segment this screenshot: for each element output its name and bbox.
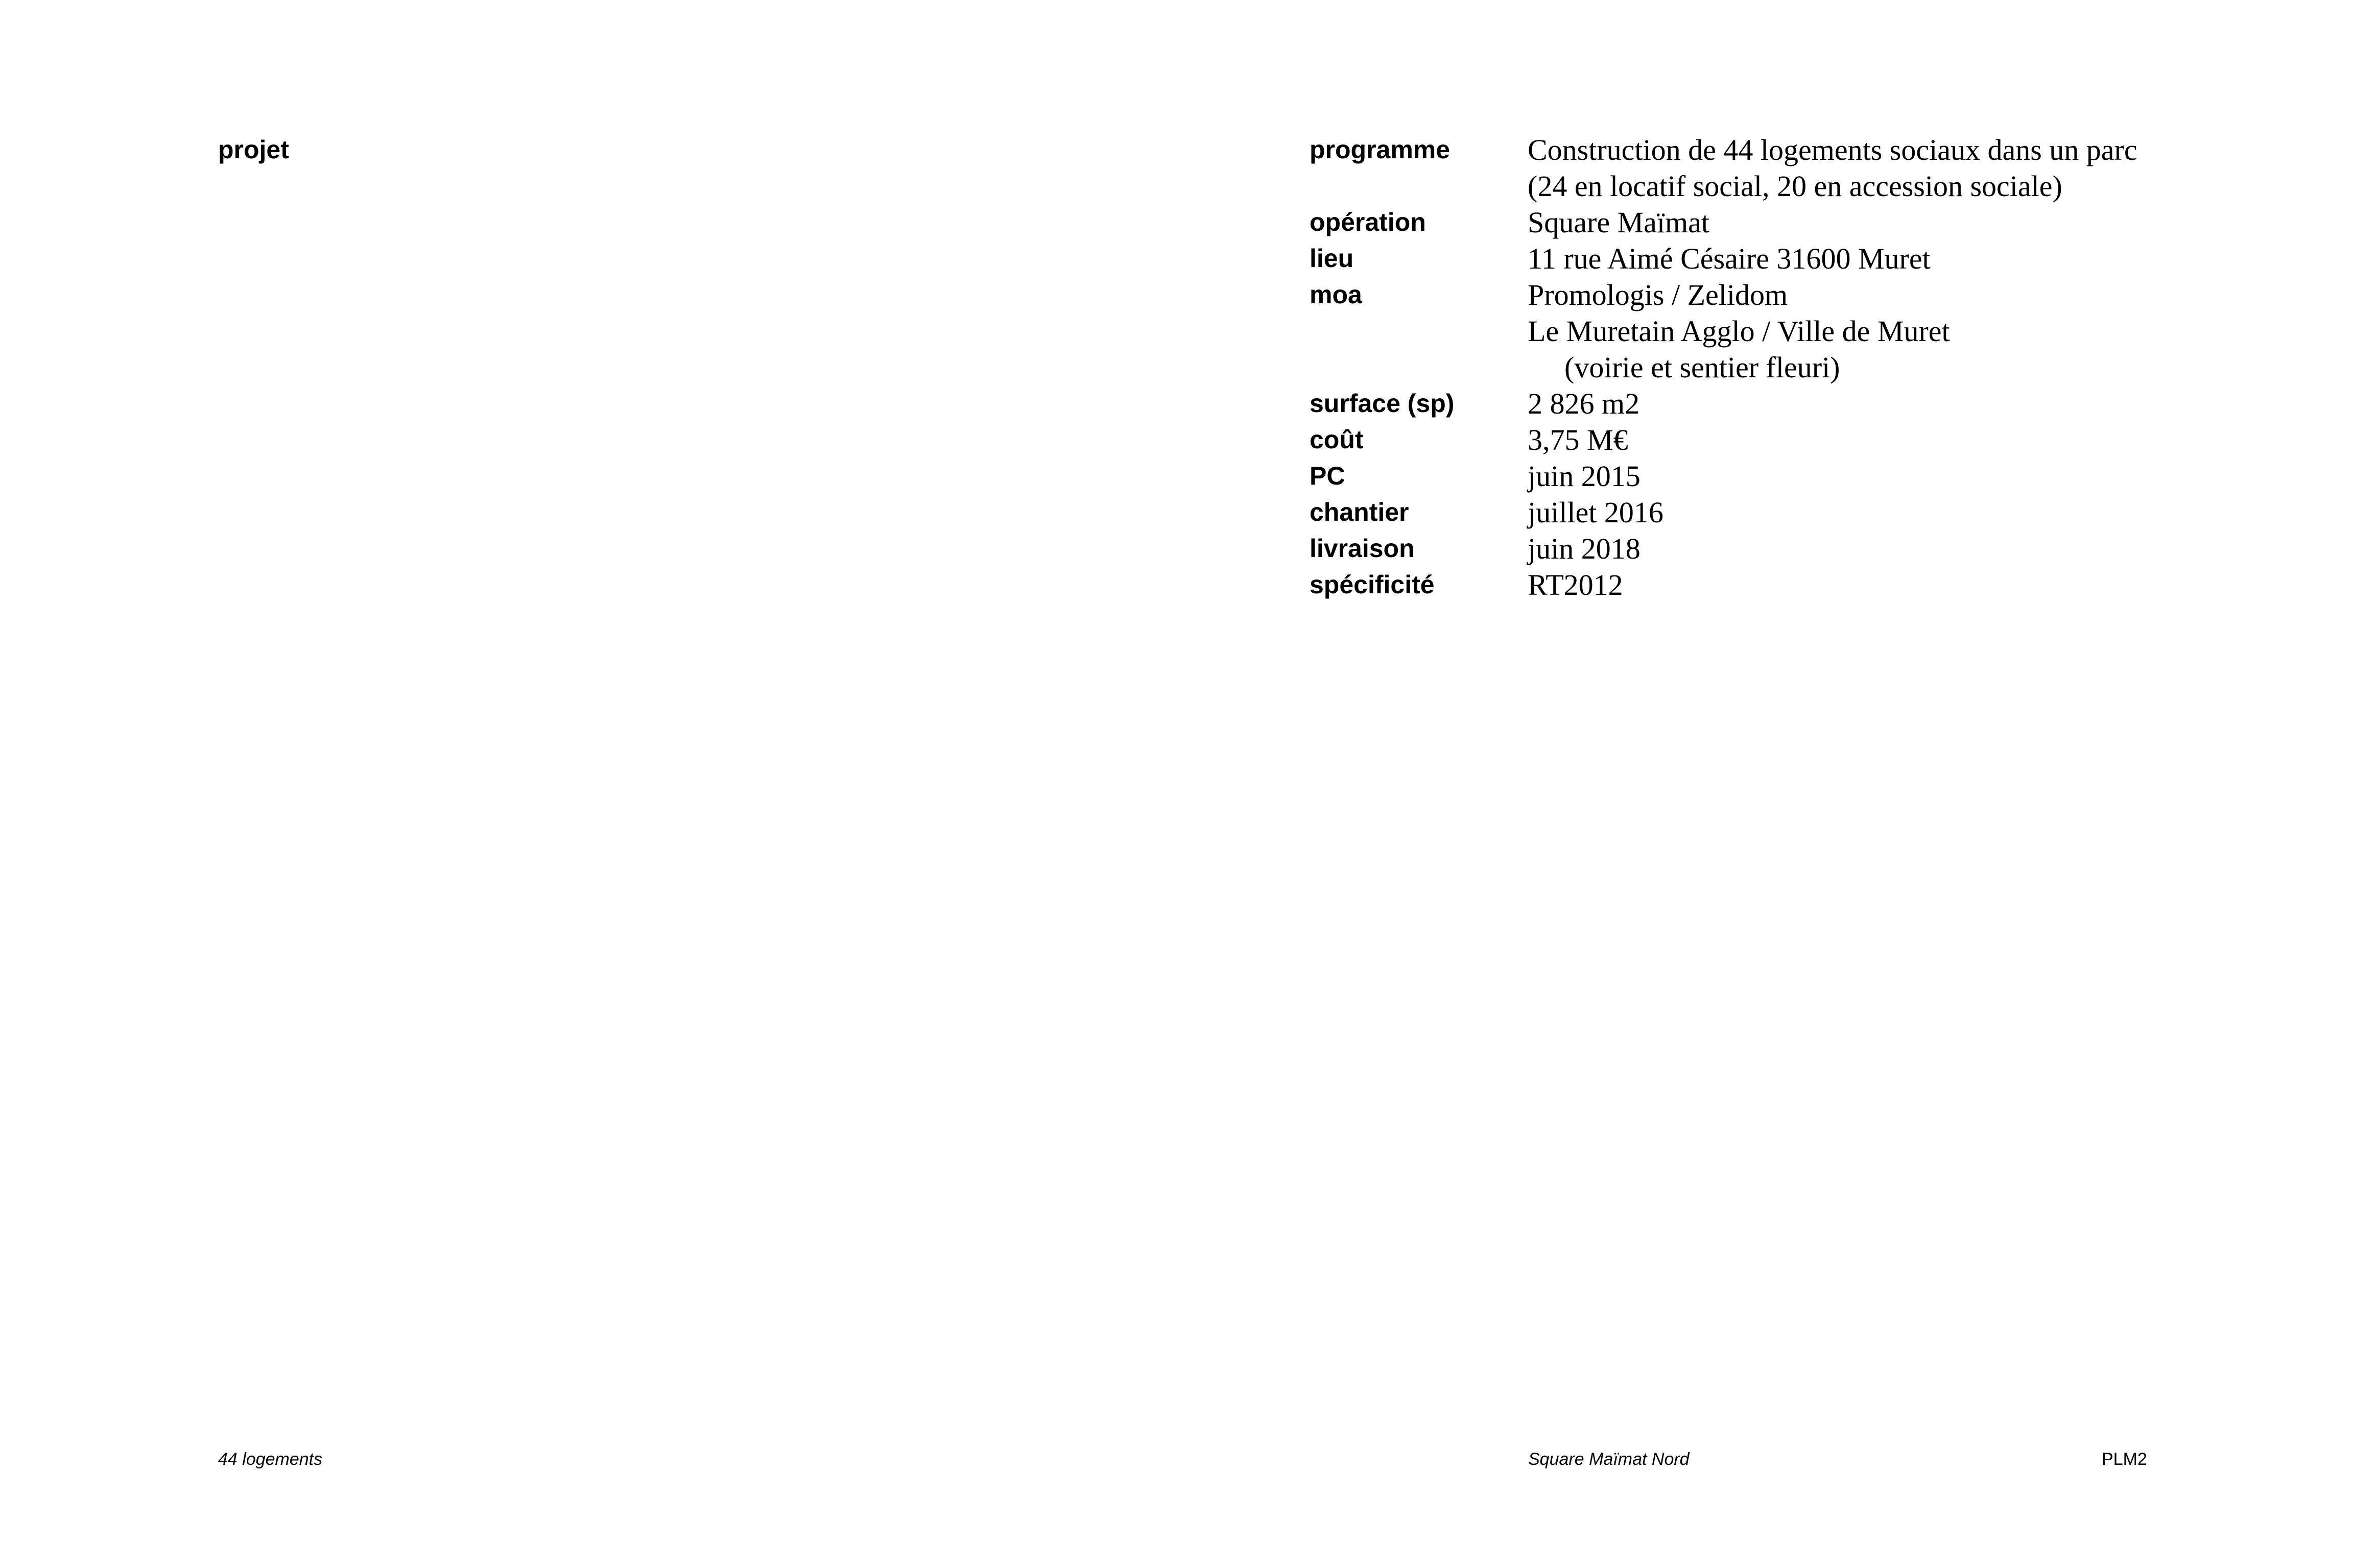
detail-key: moa	[1310, 280, 1362, 309]
detail-row	[1310, 240, 2280, 277]
detail-row	[1310, 385, 2280, 422]
detail-key: programme	[1310, 135, 1451, 164]
detail-key: coût	[1310, 425, 1364, 454]
detail-row	[1310, 494, 2280, 530]
detail-row	[1310, 458, 2280, 494]
detail-key: chantier	[1310, 498, 1409, 526]
detail-value-line: Construction de 44 logements sociaux dans un parc	[1528, 133, 2137, 166]
detail-row	[1310, 422, 2280, 458]
detail-key: livraison	[1310, 534, 1415, 563]
detail-value	[1528, 240, 1931, 277]
detail-value-line: (24 en locatif social, 20 en accession sociale)	[1528, 170, 2062, 203]
detail-row	[1310, 204, 2280, 240]
detail-key: opération	[1310, 208, 1426, 236]
detail-value-line: Le Muretain Agglo / Ville de Muret	[1528, 315, 1950, 348]
detail-value	[1528, 458, 1641, 494]
detail-row	[1310, 567, 2280, 603]
detail-value	[1528, 567, 1623, 603]
detail-value	[1528, 277, 1950, 385]
detail-value-line: 11 rue Aimé Césaire 31600 Muret	[1528, 242, 1931, 275]
detail-value-line: RT2012	[1528, 568, 1623, 601]
detail-value-line: (voirie et sentier fleuri)	[1564, 351, 1840, 384]
footer-title: 44 logements	[218, 1450, 323, 1469]
detail-value-line: Square Maïmat	[1528, 206, 1709, 239]
detail-value	[1528, 132, 2137, 204]
detail-value	[1528, 494, 1663, 530]
detail-row	[1310, 132, 2280, 204]
detail-value	[1528, 385, 1639, 422]
detail-value-line: 2 826 m2	[1528, 387, 1640, 420]
detail-key: PC	[1310, 462, 1345, 490]
footer-project-name: Square Maïmat Nord	[1528, 1450, 1690, 1469]
section-label: projet	[218, 135, 289, 164]
detail-value-line: 3,75 M€	[1528, 423, 1628, 456]
detail-key: spécificité	[1310, 570, 1435, 599]
detail-value-line: Promologis / Zelidom	[1528, 278, 1788, 311]
detail-value	[1528, 530, 1641, 567]
detail-value	[1528, 204, 1709, 240]
detail-value-line: juillet 2016	[1528, 496, 1663, 529]
detail-row	[1310, 277, 2280, 385]
detail-key: surface (sp)	[1310, 389, 1455, 418]
detail-value	[1528, 422, 1628, 458]
detail-value-line: juin 2015	[1528, 460, 1641, 493]
detail-row	[1310, 530, 2280, 567]
footer-page-code: PLM2	[2102, 1450, 2147, 1469]
detail-value-line: juin 2018	[1528, 532, 1641, 565]
detail-key: lieu	[1310, 244, 1354, 273]
project-details	[1310, 132, 2280, 603]
